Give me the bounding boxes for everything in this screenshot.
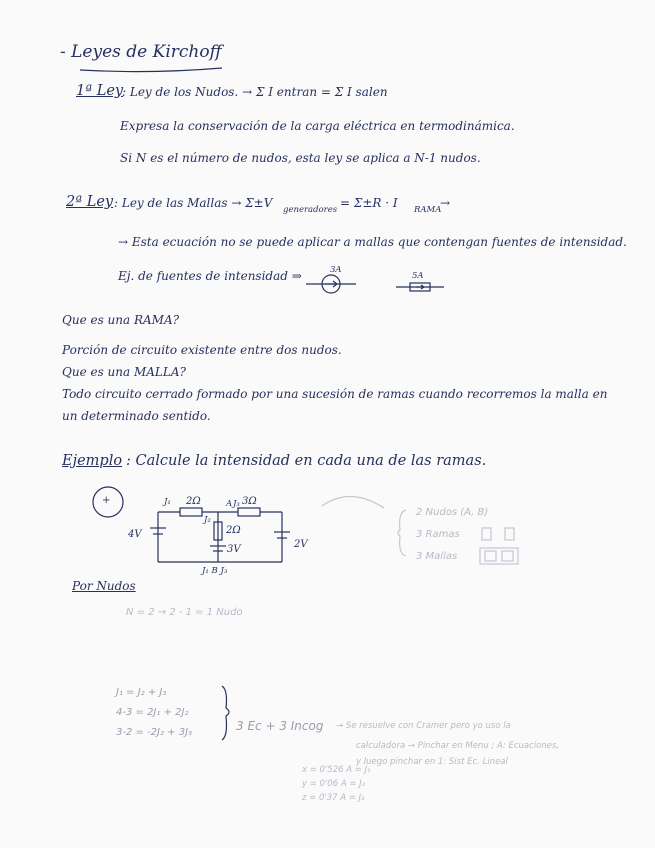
ley1-line2: Expresa la conservación de la carga eléctrica en termodinámica. xyxy=(120,119,515,133)
ley1-line3: Si N es el número de nudos, esta ley se aplica a N-1 nudos. xyxy=(120,151,481,165)
por-nudos-label: Por Nudos xyxy=(72,579,136,593)
nudos-equation: N = 2 → 2 - 1 = 1 Nudo xyxy=(126,607,243,618)
ley2-arrow: → xyxy=(440,196,451,210)
ley2-text: : Ley de las Mallas → Σ±V xyxy=(114,196,273,210)
summary-ramas: 3 Ramas xyxy=(416,529,460,540)
node-b-label: J₁ B J₃ xyxy=(202,566,228,576)
resistor-3ohm-label: 3Ω xyxy=(242,496,257,507)
current-j2-label: J₂ xyxy=(204,515,211,525)
result-x: x = 0'526 A = J₁ xyxy=(302,765,371,775)
result-z: z = 0'37 A = J₃ xyxy=(302,793,365,803)
answer-rama: Porción de circuito existente entre dos nudos. xyxy=(62,343,342,357)
ley2-line2: → Esta ecuación no se puede aplicar a mallas que contengan fuentes de intensidad. xyxy=(118,235,627,249)
question-malla: Que es una MALLA? xyxy=(62,365,186,379)
equation-2: 4-3 = 2J₁ + 2J₂ xyxy=(116,707,189,718)
ley1-label: 1ª Ley xyxy=(76,83,124,99)
voltage-3v-label: 3V xyxy=(227,544,241,555)
summary-nudos: 2 Nudos (A, B) xyxy=(416,507,489,518)
cramer-note-3: y luego pinchar en 1: Sist Ec. Lineal xyxy=(356,757,508,767)
voltage-2v-label: 2V xyxy=(294,539,308,550)
current-j3-label: J₃ xyxy=(233,499,240,509)
ley2-line3: Ej. de fuentes de intensidad ⇒ xyxy=(118,269,302,283)
cramer-note-1: → Se resuelve con Cramer pero yo uso la xyxy=(336,721,511,731)
ley2-sub-generadores: generadores xyxy=(283,205,338,215)
ejemplo-text: : Calcule la intensidad en cada una de las ramas. xyxy=(126,453,487,469)
equation-3: 3-2 = -2J₂ + 3J₃ xyxy=(116,727,193,738)
voltage-4v-label: 4V xyxy=(128,529,142,540)
current-source-1-label: 3A xyxy=(330,265,342,275)
resistor-2ohm-mid-label: 2Ω xyxy=(226,525,241,536)
ley1-text: : Ley de los Nudos. → Σ I entran = Σ I salen xyxy=(122,85,388,99)
ley2-eq: = Σ±R · I xyxy=(340,196,398,210)
answer-malla-line1: Todo circuito cerrado formado por una sucesión de ramas cuando recorremos la malla en xyxy=(62,387,608,401)
ejemplo-label: Ejemplo xyxy=(62,453,123,469)
plus-sign: + xyxy=(102,495,111,506)
node-a-label: A xyxy=(226,499,233,509)
summary-mallas: 3 Mallas xyxy=(416,551,458,562)
ley2-sub-rama: RAMA xyxy=(414,205,442,215)
page-title: - Leyes de Kirchoff xyxy=(60,42,222,62)
question-rama: Que es una RAMA? xyxy=(62,313,180,327)
result-y: y = 0'06 A = J₂ xyxy=(302,779,366,789)
current-j1-label: J₁ xyxy=(164,497,171,507)
ley2-label: 2ª Ley xyxy=(66,194,114,210)
cramer-note-2: calculadora → Pinchar en Menu ; A: Ecuaciones, xyxy=(356,741,560,751)
equations-count: 3 Ec + 3 Incog xyxy=(236,719,324,733)
equation-1: J₁ = J₂ + J₃ xyxy=(116,687,167,698)
resistor-2ohm-top-label: 2Ω xyxy=(186,496,201,507)
current-source-2-label: 5A xyxy=(412,271,424,281)
answer-malla-line2: un determinado sentido. xyxy=(62,409,211,423)
